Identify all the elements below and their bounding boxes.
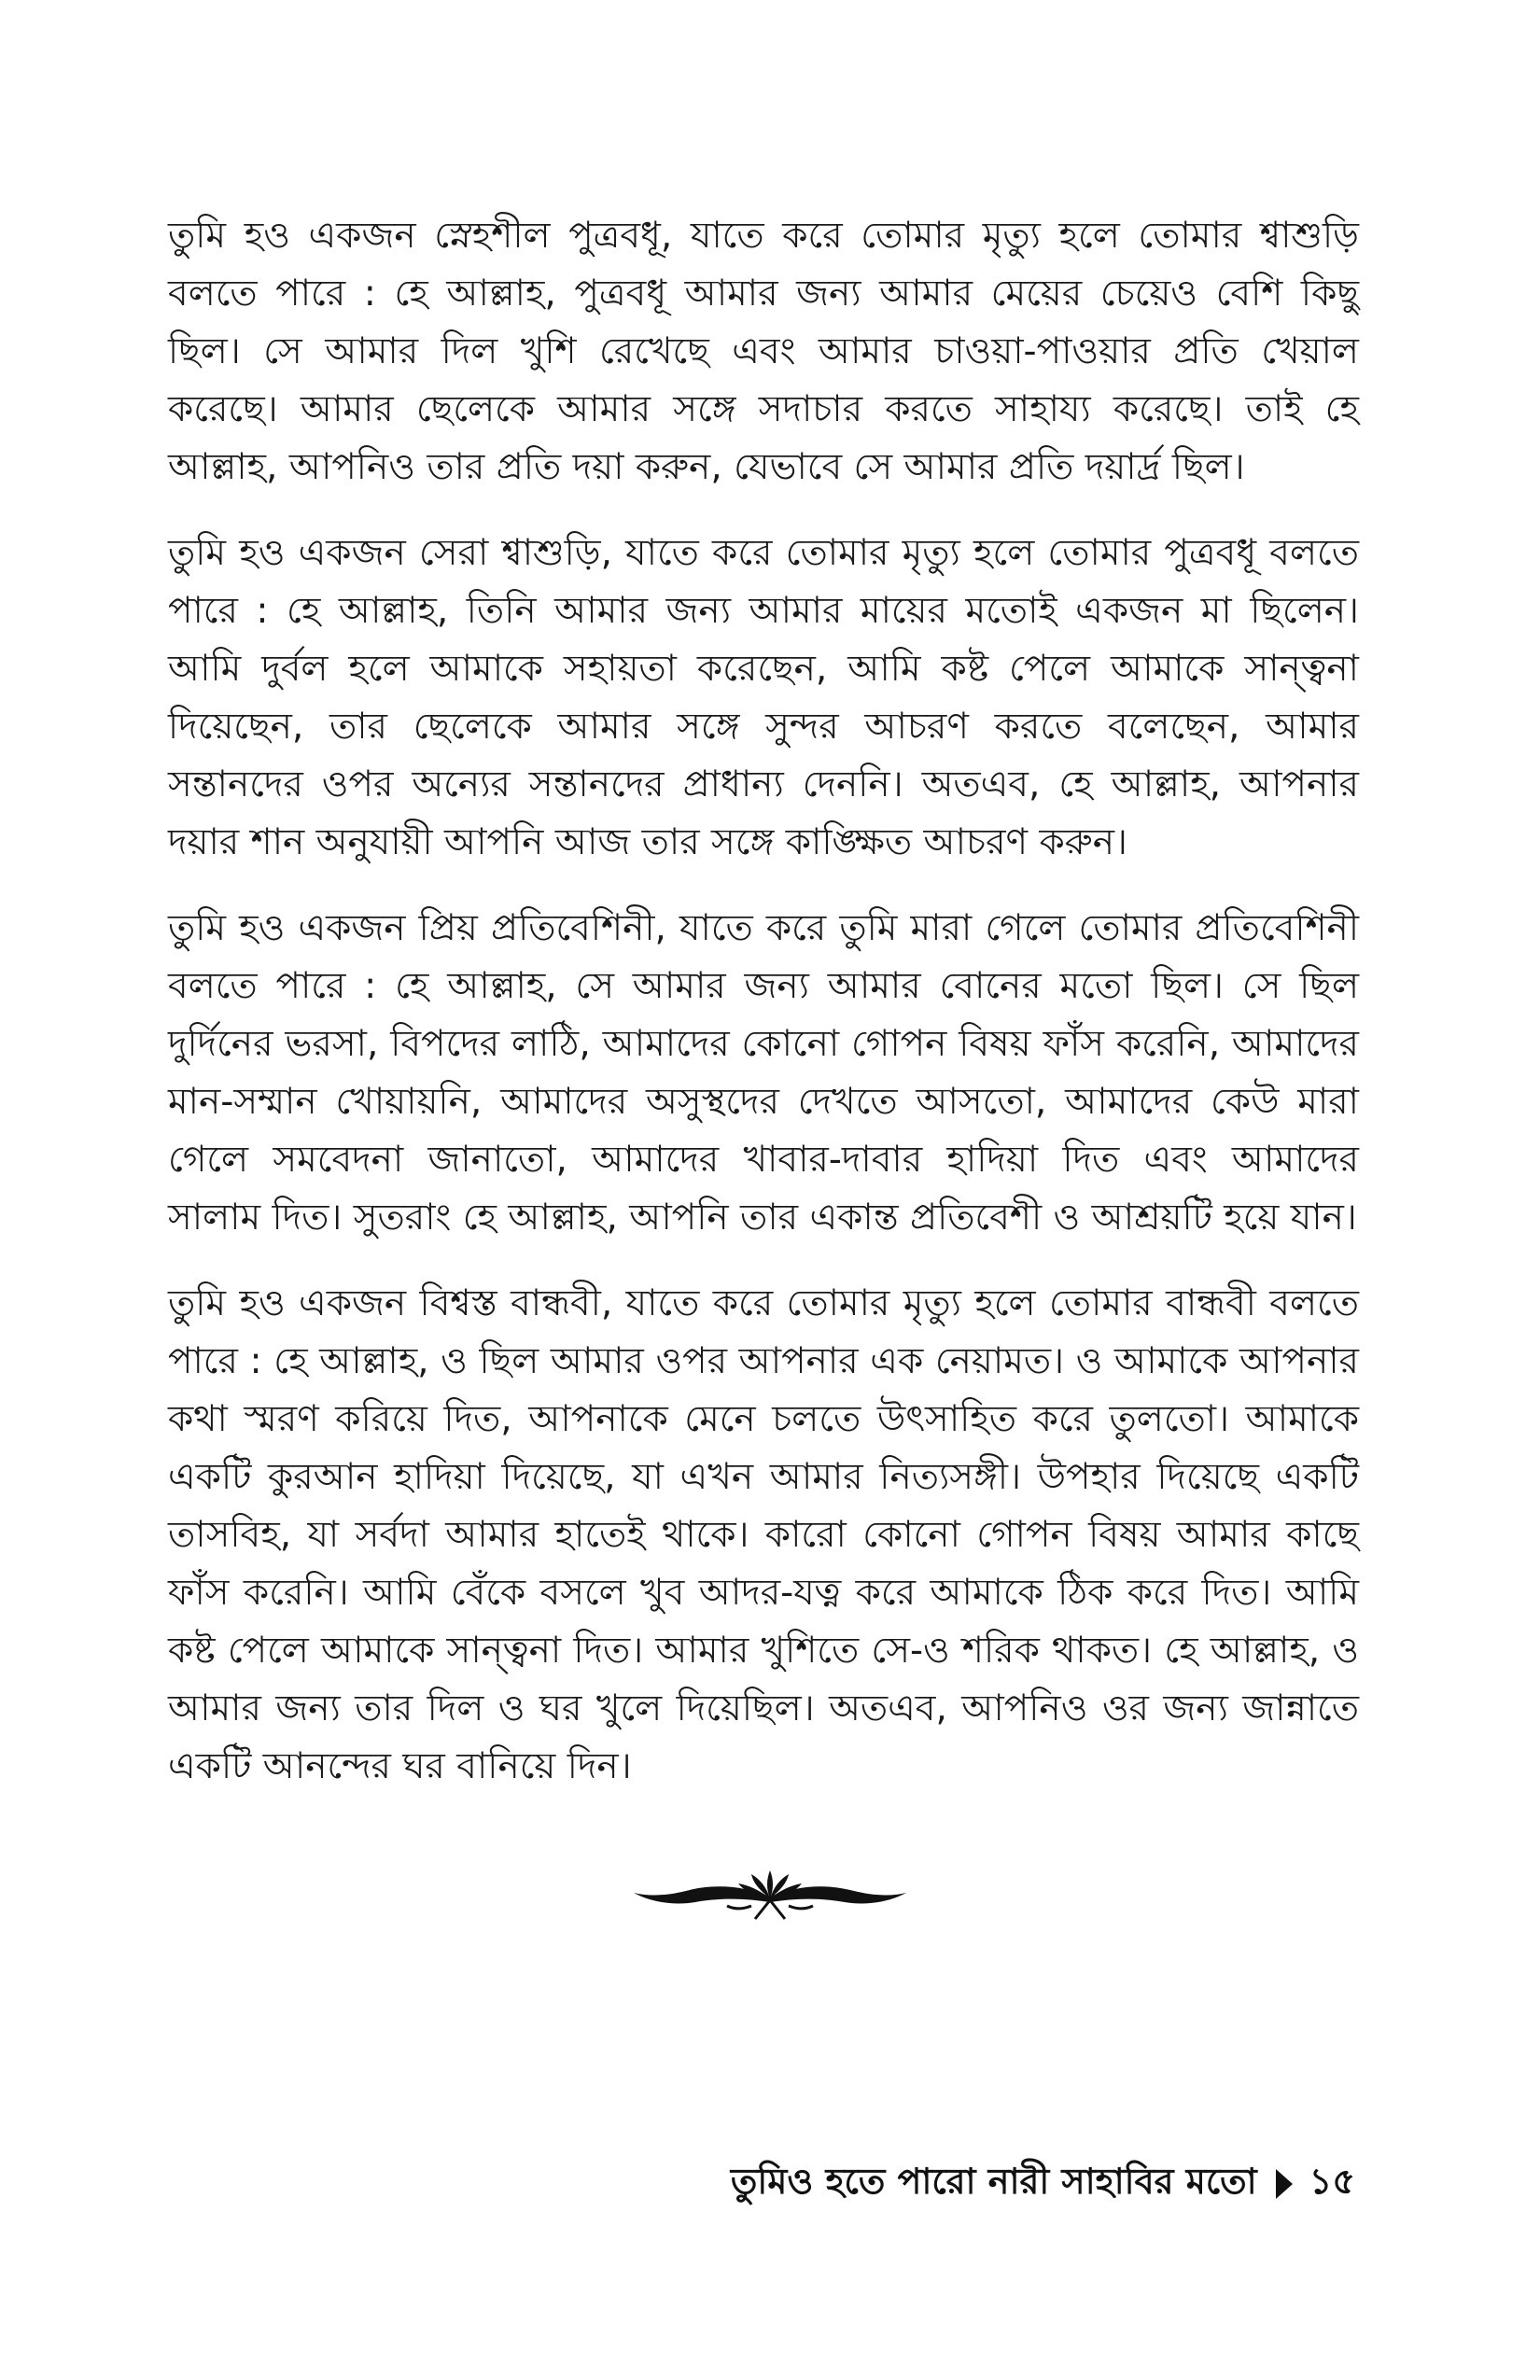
page-number: ১৫	[1309, 2161, 1355, 2202]
paragraph-mother-in-law: তুমি হও একজন সেরা শ্বাশুড়ি, যাতে করে তোমার মৃত্যু হলে তোমার পুত্রবধূ বলতে পারে : হে আল্লাহ, তিনি আমার জন্য আমার মায়ের মতোই একজন মা ছিলেন। আমি দুর্বল হলে আমাকে সহায়তা করেছেন, আমি কষ্ট পেলে আমাকে সান্ত্বনা দিয়েছেন, তার ছেলেকে আমার সঙ্গে সুন্দর আচরণ করতে বলেছেন, আমার সন্তানদের ওপর অন্যের সন্তানদের প্রাধান্য দেননি। অতএব, হে আল্লাহ, আপনার দয়ার শান অনুযায়ী আপনি আজ তার সঙ্গে কাঙ্ক্ষিত আচরণ করুন।	[168, 532, 1359, 863]
decorative-ornament-icon	[630, 1865, 910, 1925]
paragraph-neighbor: তুমি হও একজন প্রিয় প্রতিবেশিনী, যাতে করে তুমি মারা গেলে তোমার প্রতিবেশিনী বলতে পারে : হে আল্লাহ, সে আমার জন্য আমার বোনের মতো ছিল। সে ছিল দুর্দিনের ভরসা, বিপদের লাঠি, আমাদের কোনো গোপন বিষয় ফাঁস করেনি, আমাদের মান-সম্মান খোয়ায়নি, আমাদের অসুস্থদের দেখতে আসতো, আমাদের কেউ মারা গেলে সমবেদনা জানাতো, আমাদের খাবার-দাবার হাদিয়া দিত এবং আমাদের সালাম দিত। সুতরাং হে আল্লাহ, আপনি তার একান্ত প্রতিবেশী ও আশ্রয়টি হয়ে যান।	[168, 907, 1359, 1239]
paragraph-friend: তুমি হও একজন বিশ্বস্ত বান্ধবী, যাতে করে তোমার মৃত্যু হলে তোমার বান্ধবী বলতে পারে : হে আল্লাহ, ও ছিল আমার ওপর আপনার এক নেয়ামত। ও আমাকে আপনার কথা স্মরণ করিয়ে দিত, আপনাকে মেনে চলতে উৎসাহিত করে তুলতো। আমাকে একটি কুরআন হাদিয়া দিয়েছে, যা এখন আমার নিত্যসঙ্গী। উপহার দিয়েছে একটি তাসবিহ, যা সর্বদা আমার হাতেই থাকে। কারো কোনো গোপন বিষয় আমার কাছে ফাঁস করেনি। আমি বেঁকে বসলে খুব আদর-যত্ন করে আমাকে ঠিক করে দিত। আমি কষ্ট পেলে আমাকে সান্ত্বনা দিত। আমার খুশিতে সে-ও শরিক থাকত। হে আল্লাহ, ও আমার জন্য তার দিল ও ঘর খুলে দিয়েছিল। অতএব, আপনিও ওর জন্য জান্নাতে একটি আনন্দের ঘর বানিয়ে দিন।	[168, 1282, 1359, 1787]
page-body	[168, 207, 1359, 1824]
book-title: তুমিও হতে পারো নারী সাহাবির মতো	[730, 2161, 1257, 2202]
paragraph-daughter-in-law: তুমি হও একজন স্নেহশীল পুত্রবধূ, যাতে করে তোমার মৃত্যু হলে তোমার শ্বাশুড়ি বলতে পারে : হে আল্লাহ, পুত্রবধূ আমার জন্য আমার মেয়ের চেয়েও বেশি কিছু ছিল। সে আমার দিল খুশি রেখেছে এবং আমার চাওয়া-পাওয়ার প্রতি খেয়াল করেছে। আমার ছেলেকে আমার সঙ্গে সদাচার করতে সাহায্য করেছে। তাই হে আল্লাহ, আপনিও তার প্রতি দয়া করুন, যেভাবে সে আমার প্রতি দয়ার্দ্র ছিল।	[168, 215, 1359, 488]
running-footer	[731, 2154, 1355, 2214]
arrow-right-icon	[1276, 2169, 1293, 2199]
